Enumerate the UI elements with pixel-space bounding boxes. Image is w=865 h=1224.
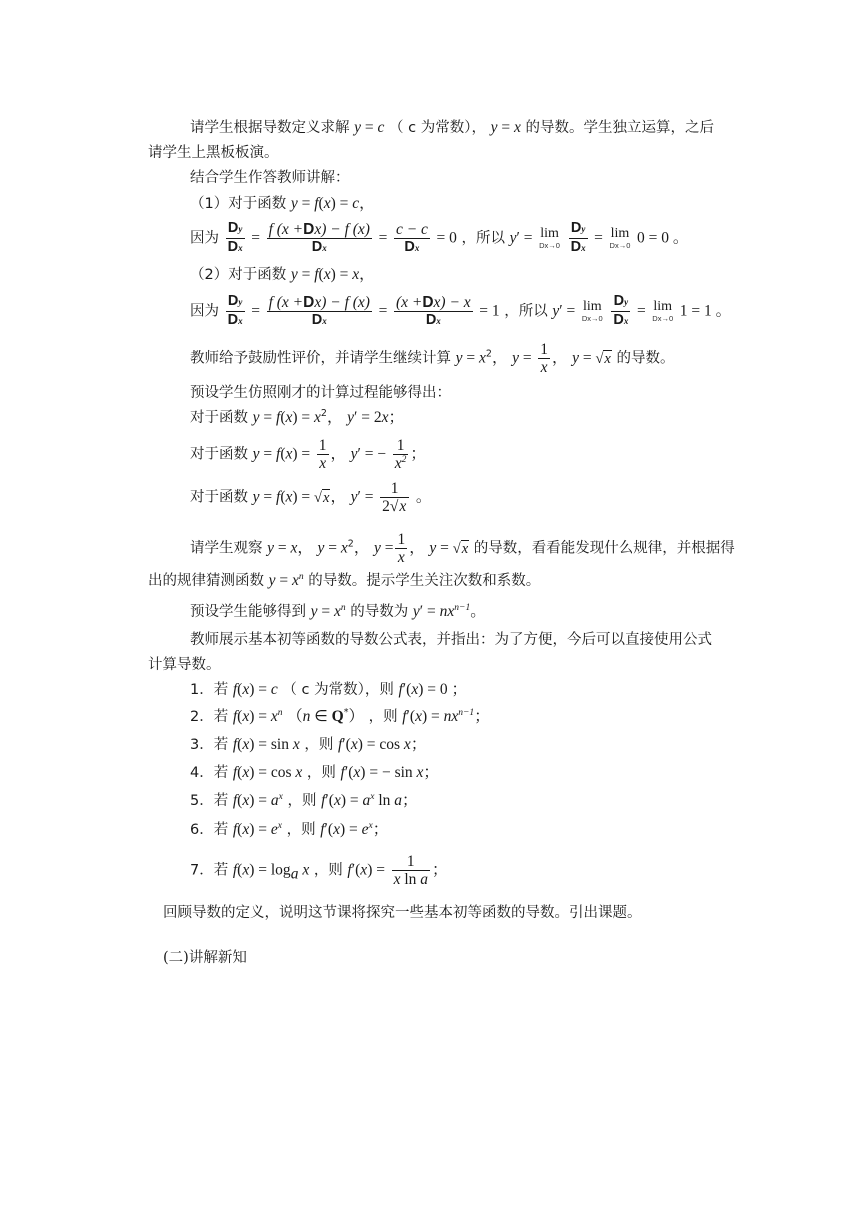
section-heading: (二)讲解新知 bbox=[163, 950, 247, 966]
formula-5: 5．若 $f(x) = a^x$ ，则 $f'(x) = a^x$ ln a； bbox=[190, 791, 418, 809]
teacher-line-1: 教师展示基本初等函数的导数公式表，并指出：为了方便，今后可以直接使用公式 bbox=[190, 632, 712, 648]
preset-result-2: 对于函数 y = f(x) = $\frac{1}{x}$ ， y′ = − $\frac{1}{x^2}$ ； bbox=[190, 437, 426, 472]
intro-line-2: 请学生上黑板板演。 bbox=[148, 145, 279, 161]
case2-label: （2）对于函数 y = f(x) = x， bbox=[190, 266, 375, 283]
observe-line-2: 出的规律猜测函数 $y = x^n$ 的导数。提示学生关注次数和系数。 bbox=[148, 571, 541, 589]
formula-7: 7．若 $f(x) = \log_a x$ ，则 f′(x) = $\frac{1}{\text{x ln a}}$ ； bbox=[190, 853, 448, 888]
review-line: 回顾导数的定义，说明这节课将探究一些基本初等函数的导数。引出课题。 bbox=[163, 905, 642, 921]
case1-derivation: 因为 $\frac{Dy}{Dx}$ = $\frac{f (x +Dx) - f (x)}{Dx}$ = $\frac{c - c}{Dx}$ = 0 ，所以 y′ = lim Dx→0 $\frac{Dy}{Dx}$ = lim Dx→0 0 = 0 。 bbox=[190, 220, 689, 255]
case2-derivation: 因为 $\frac{Dy}{Dx}$ = $\frac{f (x +Dx) - f (x)}{Dx}$ = $\frac{(x +Dx) - x}{Dx}$ = 1 ，所以 y′ = lim Dx→0 $\frac{Dy}{Dx}$ = lim Dx→0 1 = 1 。 bbox=[190, 293, 732, 328]
preset2-line: 预设学生能够得到 $y = x^n$ 的导数为 $y' = nx^{n-1}$。 bbox=[190, 602, 486, 620]
encourage-line: 教师给予鼓励性评价，并请学生继续计算 $y = x^2$， y = $\frac{1}{x}$ ， y = √x 的导数。 bbox=[190, 341, 675, 376]
formula-6: 6．若 $f(x) = e^x$ ，则 $f'(x) = e^x$； bbox=[190, 820, 389, 838]
formula-4: 4．若 f(x) = cos x ，则 f′(x) = − sin x； bbox=[190, 764, 439, 781]
intro-line-3: 结合学生作答教师讲解： bbox=[190, 170, 350, 186]
preset-result-1: 对于函数 $y = f(x) = x^2$， y′ = 2x； bbox=[190, 408, 405, 426]
formula-3: 3．若 f(x) = sin x ，则 f′(x) = cos x； bbox=[190, 736, 427, 753]
observe-line-1: 请学生观察 y = x， $y = x^2$， y = $\frac{1}{x}$ ， y = √x 的导数，看看能发现什么规律，并根据得 bbox=[190, 531, 735, 566]
formula-1: 1．若 f(x) = c （ c 为常数），则 f′(x) = 0 ； bbox=[190, 681, 467, 698]
teacher-line-2: 计算导数。 bbox=[148, 657, 221, 673]
preset-result-3: 对于函数 y = f(x) = √x， y′ = $\frac{1}{2√x}$ 。 bbox=[190, 480, 432, 515]
intro-line-1: 请学生根据导数定义求解 y = c （ c 为常数）， y = x 的导数。学生独立运算，之后 bbox=[190, 119, 714, 136]
case1-label: （1）对于函数 y = f(x) = c， bbox=[190, 195, 375, 212]
formula-2: 2．若 $f(x) = x^n$ （n ∈ Q*） ，则 $f'(x) = nx^{n-1}$； bbox=[190, 707, 490, 725]
preset-title: 预设学生仿照刚才的计算过程能够得出： bbox=[190, 385, 451, 401]
